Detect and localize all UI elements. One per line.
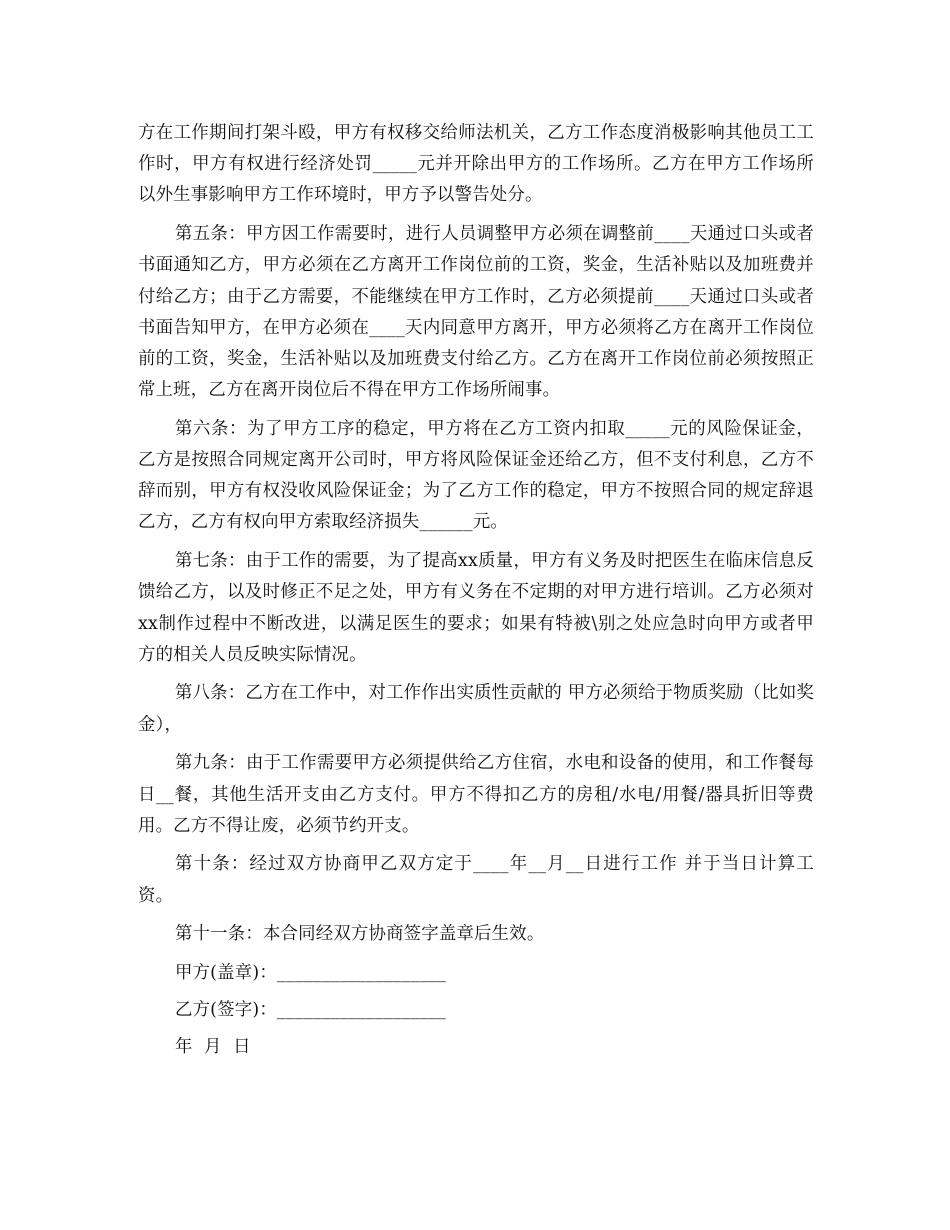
paragraph-article-9: 第九条：由于工作需要甲方必须提供给乙方住宿，水电和设备的使用，和工作餐每日__餐，其他生活开支由乙方支付。甲方不得扣乙方的房租/水电/用餐/器具折旧等费用。乙方不得让废，必须节约开支。 xyxy=(138,753,814,836)
paragraph-continuation: 方在工作期间打架斗殴，甲方有权移交给师法机关，乙方工作态度消极影响其他员工工作时，甲方有权进行经济处罚_____元并开除出甲方的工作场所。乙方在甲方工作场所以外生事影响甲方工作环境时，甲方予以警告处分。 xyxy=(138,123,814,206)
signature-date: 年 月 日 xyxy=(175,1037,251,1058)
paragraph-article-7: 第七条：由于工作的需要，为了提高xx质量，甲方有义务及时把医生在临床信息反馈给乙方，以及时修正不足之处，甲方有义务在不定期的对甲方进行培训。乙方必须对xx制作过程中不断改进，以满足医生的要求；如果有特被\别之处应急时向甲方或者甲方的相关人员反映实际情况。 xyxy=(138,551,814,665)
paragraph-article-11: 第十一条：本合同经双方协商签字盖章后生效。 xyxy=(175,924,545,945)
paragraph-article-5: 第五条：甲方因工作需要时，进行人员调整甲方必须在调整前____天通过口头或者书面通知乙方，甲方必须在乙方离开工作岗位前的工资，奖金，生活补贴以及加班费并付给乙方；由于乙方需要，不能继续在甲方工作时，乙方必须提前____天通过口头或者书面告知甲方，在甲方必须在____天内同意甲方离开，甲方必须将乙方在离开工作岗位前的工资，奖金，生活补贴以及加班费支付给乙方。乙方在离开工作岗位前必须按照正常上班，乙方在离开岗位后不得在甲方工作场所闹事。 xyxy=(138,224,814,401)
paragraph-article-10: 第十条：经过双方协商甲乙双方定于____年__月__日进行工作 并于当日计算工资。 xyxy=(138,854,814,906)
paragraph-article-8: 第八条：乙方在工作中，对工作作出实质性贡献的 甲方必须给于物质奖励（比如奖金）， xyxy=(138,683,814,735)
contract-body xyxy=(138,118,814,1069)
signature-party-b: 乙方(签字)：___________________ xyxy=(175,1000,446,1021)
paragraph-article-6: 第六条：为了甲方工序的稳定，甲方将在乙方工资内扣取_____元的风险保证金，乙方是按照合同规定离开公司时，甲方将风险保证金还给乙方，但不支付利息，乙方不辞而别，甲方有权没收风险保证金；为了乙方工作的稳定，甲方不按照合同的规定辞退乙方，乙方有权向甲方索取经济损失______元。 xyxy=(138,418,814,533)
signature-party-a: 甲方(盖章)：___________________ xyxy=(175,963,446,984)
